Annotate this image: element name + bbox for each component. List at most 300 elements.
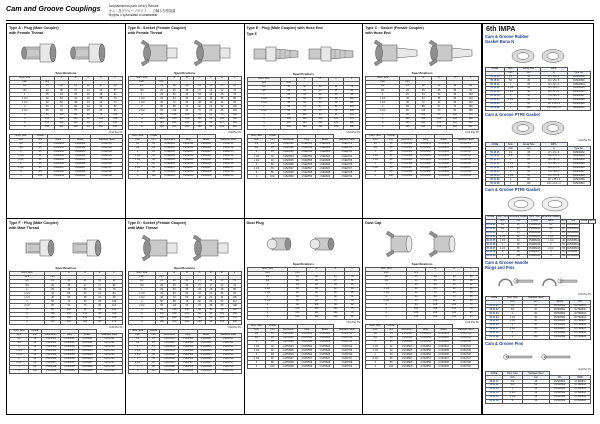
table-cell: CVA0601 — [69, 142, 91, 146]
table-cell: 25 — [509, 231, 528, 235]
table-cell: 2 1/2 — [504, 174, 517, 178]
right-col-header: Nom. — [504, 67, 517, 71]
table-cell: 190 — [426, 311, 445, 315]
table-cell: 164 — [54, 121, 68, 125]
table-cell: 35 — [61, 284, 77, 288]
table-cell: CVD0609 — [197, 370, 215, 374]
spec-col-header: B — [181, 77, 194, 81]
table-cell: CVC0557 — [416, 166, 434, 170]
table-cell: 33 — [193, 93, 206, 97]
table-cell: 1 1/2 — [247, 349, 266, 353]
table-cell: CVD0604 — [197, 349, 215, 353]
right-col-header: Nom. Size — [497, 216, 508, 219]
table-cell: 3/4 — [504, 79, 517, 83]
table-cell: CVK0603 — [435, 341, 453, 345]
code-col-subheader: Brass — [435, 138, 453, 142]
table-cell: 05 21 44 — [486, 391, 503, 395]
table-cell: 2 1/2 — [10, 361, 29, 365]
spec-col-header: C — [193, 272, 206, 276]
table-cell: CVE0704 — [334, 155, 360, 159]
table-cell: CVA0607 — [69, 166, 91, 170]
table-cell: 104 — [344, 97, 360, 101]
table-cell: 65 — [562, 247, 565, 250]
table-cell: CVE0551 — [298, 143, 316, 147]
table-cell: 1/2 — [128, 142, 147, 146]
table-cell: 65 — [216, 304, 229, 308]
table-cell: 3/4 — [128, 341, 147, 345]
table-cell: 3/4 — [10, 89, 41, 93]
right-section-drawing — [485, 194, 591, 214]
code-col-subheader: Alum. — [48, 138, 70, 142]
table-cell: 48 — [68, 101, 82, 105]
table-cell: 40 — [28, 353, 41, 357]
table-cell: 1 1/2 — [366, 101, 400, 105]
table-cell: 164 — [297, 121, 313, 125]
table-cell: CVA0703 — [91, 150, 122, 154]
table-cell: 40 — [385, 349, 398, 353]
specifications-label: Specifications — [411, 71, 433, 76]
table-cell: 164 — [181, 121, 194, 125]
table-cell: 78 — [94, 113, 108, 117]
product-drawing — [9, 36, 123, 70]
table-cell: 133 — [445, 307, 464, 311]
code-col-subheader: Stainless Steel — [96, 333, 122, 337]
table-cell: 6 — [10, 125, 41, 129]
table-cell: 2 — [247, 295, 288, 299]
table-cell: 48 — [326, 291, 345, 295]
table-cell: 33 — [193, 288, 206, 292]
table-cell: 19 — [206, 101, 216, 105]
table-cell: 3/4 — [504, 155, 517, 159]
table-cell: 172 — [344, 117, 360, 121]
table-cell: 65 — [517, 98, 540, 102]
table-cell: CVF0503 — [41, 345, 60, 349]
table-cell: CVB0604 — [197, 154, 215, 158]
product-panel — [363, 24, 482, 219]
table-cell: 100 — [228, 296, 241, 300]
table-cell: CVF0608 — [78, 366, 96, 370]
spec-col-header: A — [307, 267, 326, 271]
table-cell: 40 — [206, 125, 216, 129]
specifications-label: Specifications — [292, 261, 314, 266]
panel-title: Type A : Plug (Male Coupler) with Female Thread — [9, 25, 59, 35]
table-cell: CVA0505 — [48, 158, 70, 162]
table-cell: CVC0551 — [416, 142, 434, 146]
table-cell: CVE0706 — [334, 163, 360, 167]
table-cell: 44 — [431, 101, 447, 105]
table-cell: CVB0702 — [215, 146, 241, 150]
table-cell: 15 — [288, 275, 307, 279]
table-cell: 80 — [155, 308, 168, 312]
table-cell: 65 — [32, 166, 48, 170]
table-cell: 65 — [385, 166, 398, 170]
table-cell: 1 — [366, 341, 385, 345]
table-cell: 1 — [10, 345, 29, 349]
right-col-header: IMPA — [540, 67, 567, 71]
table-cell: 35 — [307, 279, 326, 283]
table-cell: 60 x 47 x 3 — [540, 166, 567, 170]
table-cell: CVD0603 — [197, 345, 215, 349]
table-cell: CVP0508 — [279, 361, 298, 365]
table-cell: 159 — [431, 125, 447, 129]
table-row — [486, 182, 591, 186]
table-cell: 102 — [94, 117, 108, 121]
table-cell: 80 — [40, 113, 54, 117]
table-cell: CVP0555 — [298, 349, 316, 353]
table-cell: 40 — [44, 296, 60, 300]
table-cell: CVF0702 — [96, 341, 122, 345]
table-cell: 32 — [83, 117, 94, 121]
table-cell: CVD0506 — [160, 357, 179, 361]
table-cell: 164 — [307, 311, 326, 315]
table-cell: 50 — [44, 300, 60, 304]
table-cell: 53 — [181, 97, 194, 101]
table-cell: 62 — [345, 303, 360, 307]
table-cell: 15 — [40, 85, 54, 89]
table-cell: 4 — [247, 307, 288, 311]
table-cell: 132 — [108, 121, 122, 125]
table-cell: 3/4 — [247, 337, 266, 341]
table-cell: 70 — [464, 303, 479, 307]
table-cell: 78 — [228, 93, 241, 97]
table-cell: 52 — [345, 295, 360, 299]
table-cell: CVF0606 — [78, 357, 96, 361]
table-row — [247, 365, 360, 369]
table-cell: 40 — [517, 91, 540, 95]
code-col-subheader: inch — [128, 138, 147, 142]
table-cell: DVS00603 — [570, 388, 591, 392]
table-cell: CVK0608 — [435, 361, 453, 365]
table-cell: CVP0557 — [298, 357, 316, 361]
table-cell: 48 — [77, 296, 93, 300]
table-cell: 15 — [28, 337, 41, 341]
right-col-subheader: IMPA — [541, 220, 560, 224]
spec-col-header: E — [216, 272, 229, 276]
table-cell: 78 — [344, 85, 360, 89]
table-cell: 50 — [385, 353, 398, 357]
table-cell: 150 — [155, 125, 168, 129]
table-cell: 1/2 — [504, 151, 517, 155]
right-section-drawing — [485, 118, 591, 138]
table-cell: 76 — [77, 304, 93, 308]
code-table — [128, 134, 242, 179]
table-cell: 20 — [400, 89, 416, 93]
table-cell: 194 — [447, 125, 463, 129]
table-cell: 132 x 113 x 4 — [540, 182, 567, 186]
table-cell: 72 — [168, 296, 181, 300]
table-cell: CVE0708 — [334, 171, 360, 175]
table-cell: 114 — [68, 117, 82, 121]
table-cell: CVB0505 — [160, 158, 179, 162]
page-header — [6, 4, 594, 18]
table-cell: CVC0602 — [435, 146, 453, 150]
table-cell: 60 — [181, 296, 194, 300]
table-cell: 25 — [431, 89, 447, 93]
table-cell: 15 — [407, 275, 426, 279]
table-cell: 42 — [77, 292, 93, 296]
spec-col-header: L — [228, 272, 241, 276]
table-cell: CVK0553 — [417, 341, 435, 345]
table-cell: 76 — [326, 299, 345, 303]
spec-col-subheader: mm — [281, 81, 297, 85]
table-cell: DVM06512 — [567, 232, 579, 234]
table-cell: 43 — [445, 283, 464, 287]
table-cell: CVB0504 — [160, 154, 179, 158]
table-cell: 112 — [228, 300, 241, 304]
table-cell: DVH00501 — [549, 304, 570, 308]
table-cell: 12 — [83, 85, 94, 89]
spec-col-header: D — [94, 77, 108, 81]
table-cell: CVF0555 — [61, 353, 79, 357]
table-cell: 6 — [247, 316, 288, 320]
table-cell: 100 — [385, 365, 398, 369]
table-cell: 19 — [312, 85, 328, 89]
table-cell: 05 21 34 — [486, 316, 503, 320]
table-cell: 6 — [128, 125, 155, 129]
table-cell: CVK0506 — [398, 353, 417, 357]
product-drawing — [128, 36, 242, 70]
table-cell: CVP0606 — [316, 353, 334, 357]
table-cell: 110 — [426, 299, 445, 303]
table-cell: 50 — [28, 357, 41, 361]
right-table — [485, 371, 591, 403]
spec-col-subheader: inch — [366, 271, 407, 275]
table-cell: 50 — [464, 291, 479, 295]
table-cell: CVK0601 — [435, 333, 453, 337]
table-cell: DVM00608 — [567, 174, 590, 178]
table-cell: 20 — [288, 279, 307, 283]
right-section-title: Cam & Groove Handle Rings and Pins — [485, 259, 529, 270]
table-cell: 40 — [83, 125, 94, 129]
table-cell: 65 — [266, 357, 279, 361]
table-cell: CVA0708 — [91, 171, 122, 175]
table-cell: DVH00602 — [570, 308, 591, 312]
table-cell: 100 — [147, 175, 160, 179]
table-cell: CVE0554 — [298, 155, 316, 159]
table-cell: 76 — [68, 109, 82, 113]
table-cell: 05 21 33 — [486, 312, 503, 316]
table-cell: CVP0705 — [334, 349, 360, 353]
table-cell: DVS00602 — [570, 384, 591, 388]
table-cell: 73 x 59 x 3 — [540, 94, 567, 98]
table-cell: DVM00607 — [567, 170, 590, 174]
table-cell: 45 — [426, 279, 445, 283]
code-col-subheader: inch — [247, 139, 266, 143]
table-cell: 20 — [266, 337, 279, 341]
table-row — [128, 320, 241, 324]
right-col-header: CODE — [486, 296, 503, 300]
table-cell: 74 — [307, 295, 326, 299]
table-cell: 184 — [228, 125, 241, 129]
table-cell: 108 — [431, 117, 447, 121]
table-cell: 80 — [517, 102, 540, 106]
table-cell: CVD0605 — [197, 353, 215, 357]
table-cell: 36 — [83, 121, 94, 125]
table-cell: 15 — [509, 223, 528, 227]
table-cell: 35 — [181, 284, 194, 288]
table-cell: 35 — [447, 89, 463, 93]
table-cell: CVF0604 — [78, 349, 96, 353]
spec-col-header: A — [297, 77, 313, 81]
table-cell: 1 1/4 — [10, 97, 41, 101]
table-cell: CVF0707 — [96, 361, 122, 365]
table-cell: 1 1/2 — [503, 395, 523, 399]
table-cell: DVM00508 — [567, 98, 590, 102]
right-section-title: Cam & Groove PTFE Gasket — [485, 111, 540, 117]
code-col-subheader: inch — [10, 333, 29, 337]
table-cell: 2 — [10, 357, 29, 361]
table-cell: 25 — [400, 93, 416, 97]
table-cell: CVA0606 — [69, 162, 91, 166]
table-cell: 21 — [326, 275, 345, 279]
spec-col-header: A — [54, 77, 68, 81]
table-cell: 164 — [61, 316, 77, 320]
table-cell: 92 — [54, 109, 68, 113]
table-cell: DVH00509 — [549, 335, 570, 339]
table-cell: 21 — [193, 85, 206, 89]
table-cell: 05 15 32 — [486, 162, 505, 166]
table-cell: CVC0504 — [397, 154, 416, 158]
table-cell: CVA0709 — [91, 175, 122, 179]
table-cell: CVF0706 — [96, 357, 122, 361]
table-cell: 192 — [463, 117, 479, 121]
code-col-subheader: Brass — [316, 329, 334, 333]
table-cell: DVH00605 — [570, 320, 591, 324]
code-table — [247, 324, 361, 369]
code-col-subheader: inch — [366, 138, 385, 142]
table-cell: 20 — [155, 284, 168, 288]
table-cell: 25 — [562, 232, 565, 234]
table-cell: 53 — [447, 97, 463, 101]
table-cell: 21 — [68, 85, 82, 89]
table-cell: CVB0707 — [215, 166, 241, 170]
table-cell: 32 — [385, 154, 398, 158]
table-cell: 33 — [68, 93, 82, 97]
table-cell: CVF0504 — [41, 349, 60, 353]
table-cell: 54 — [415, 93, 431, 97]
table-cell: 18 — [83, 97, 94, 101]
table-row — [128, 370, 241, 374]
code-col-header: Nom. Size — [247, 325, 266, 329]
table-cell: CVE0555 — [298, 159, 316, 163]
table-cell: CVC0601 — [435, 142, 453, 146]
spec-col-header: L — [464, 267, 479, 271]
table-cell: 3/4 — [366, 337, 385, 341]
table-cell: DVM06015 — [528, 243, 541, 246]
table-cell: 22 — [93, 296, 106, 300]
table-cell: 62 — [106, 280, 122, 284]
table-cell: CVF0601 — [78, 337, 96, 341]
table-row — [486, 255, 596, 259]
table-cell: 133 — [181, 117, 194, 121]
table-cell: CVD0706 — [215, 357, 241, 361]
table-cell: 112 — [344, 101, 360, 105]
right-col-subheader: inch — [503, 376, 523, 380]
table-cell: CVC0507 — [397, 166, 416, 170]
table-cell: 38 — [168, 85, 181, 89]
table-cell: 164 — [445, 311, 464, 315]
table-cell: 1 1/4 — [366, 97, 400, 101]
table-cell: CVC0556 — [416, 162, 434, 166]
code-col-header: Nom. Size — [128, 329, 147, 333]
table-cell: 50 — [517, 170, 540, 174]
table-cell: CVC0704 — [453, 154, 479, 158]
table-cell: 4 — [247, 117, 281, 121]
table-cell: 108 — [181, 113, 194, 117]
table-cell: 1 — [10, 288, 45, 292]
table-cell: DVM06511 — [567, 228, 579, 231]
product-drawing — [128, 231, 242, 265]
table-cell: CVD0551 — [179, 337, 197, 341]
table-cell: 1 1/2 — [128, 158, 147, 162]
spec-table — [128, 76, 242, 130]
table-cell: 05 15 25 — [486, 159, 505, 163]
table-cell: CVE0501 — [279, 143, 298, 147]
spec-col-header: H — [328, 77, 344, 81]
table-cell: CVD0508 — [160, 366, 179, 370]
table-cell: 05 21 45 — [486, 395, 503, 399]
table-cell: 74 — [181, 300, 194, 304]
table-cell: CVA0503 — [48, 150, 70, 154]
table-cell: 150 — [155, 320, 168, 324]
table-cell: 114 — [193, 312, 206, 316]
panel-title: Type B : Socket (Female Coupler) with Female Thread — [127, 25, 187, 35]
table-cell: 80 — [385, 171, 398, 175]
table-cell: 05 21 35 — [486, 320, 503, 324]
code-col-subheader: mm — [385, 138, 398, 142]
table-cell: 1 1/2 — [247, 101, 281, 105]
table-cell: CVD0606 — [197, 357, 215, 361]
table-cell: 05 21 41 — [486, 380, 503, 384]
table-cell: DVM06516 — [567, 247, 579, 250]
right-table — [485, 296, 591, 340]
table-cell: 1 1/4 — [247, 97, 281, 101]
impa-heading: 6th IMPA — [486, 25, 516, 33]
table-cell: 20 — [32, 146, 48, 150]
table-row — [247, 126, 360, 130]
table-cell: CVK0508 — [398, 361, 417, 365]
table-cell: 40 — [266, 159, 279, 163]
table-cell: 05 21 42 — [486, 384, 503, 388]
table-cell: 168 — [326, 316, 345, 320]
table-cell: 3 — [247, 113, 281, 117]
code-table — [9, 134, 123, 179]
table-cell: 54 — [168, 288, 181, 292]
right-col-header: CODE — [486, 372, 503, 376]
table-cell: 50 — [522, 323, 549, 327]
table-cell: 05 21 80 — [486, 178, 505, 182]
table-cell: CVK0602 — [435, 337, 453, 341]
table-cell: 38 — [93, 312, 106, 316]
table-cell: 70 — [345, 307, 360, 311]
table-cell: 80 — [266, 171, 279, 175]
table-cell: 100 — [385, 175, 398, 179]
table-cell: 70 — [312, 109, 328, 113]
table-cell: 133 — [307, 307, 326, 311]
product-panel — [7, 24, 126, 219]
right-col-subheader: A — [540, 147, 567, 151]
table-cell: DVS00506 — [549, 399, 570, 403]
spec-col-header: L — [344, 77, 360, 81]
code-col-header: CODE — [385, 325, 398, 329]
table-cell: 53 — [297, 97, 313, 101]
table-cell: 125 — [44, 316, 60, 320]
table-cell: 05 21 99 — [486, 182, 505, 186]
table-cell: CVP0553 — [298, 341, 316, 345]
table-cell: 27 — [193, 89, 206, 93]
product-panel — [126, 24, 245, 219]
table-cell: 15 — [562, 224, 565, 227]
